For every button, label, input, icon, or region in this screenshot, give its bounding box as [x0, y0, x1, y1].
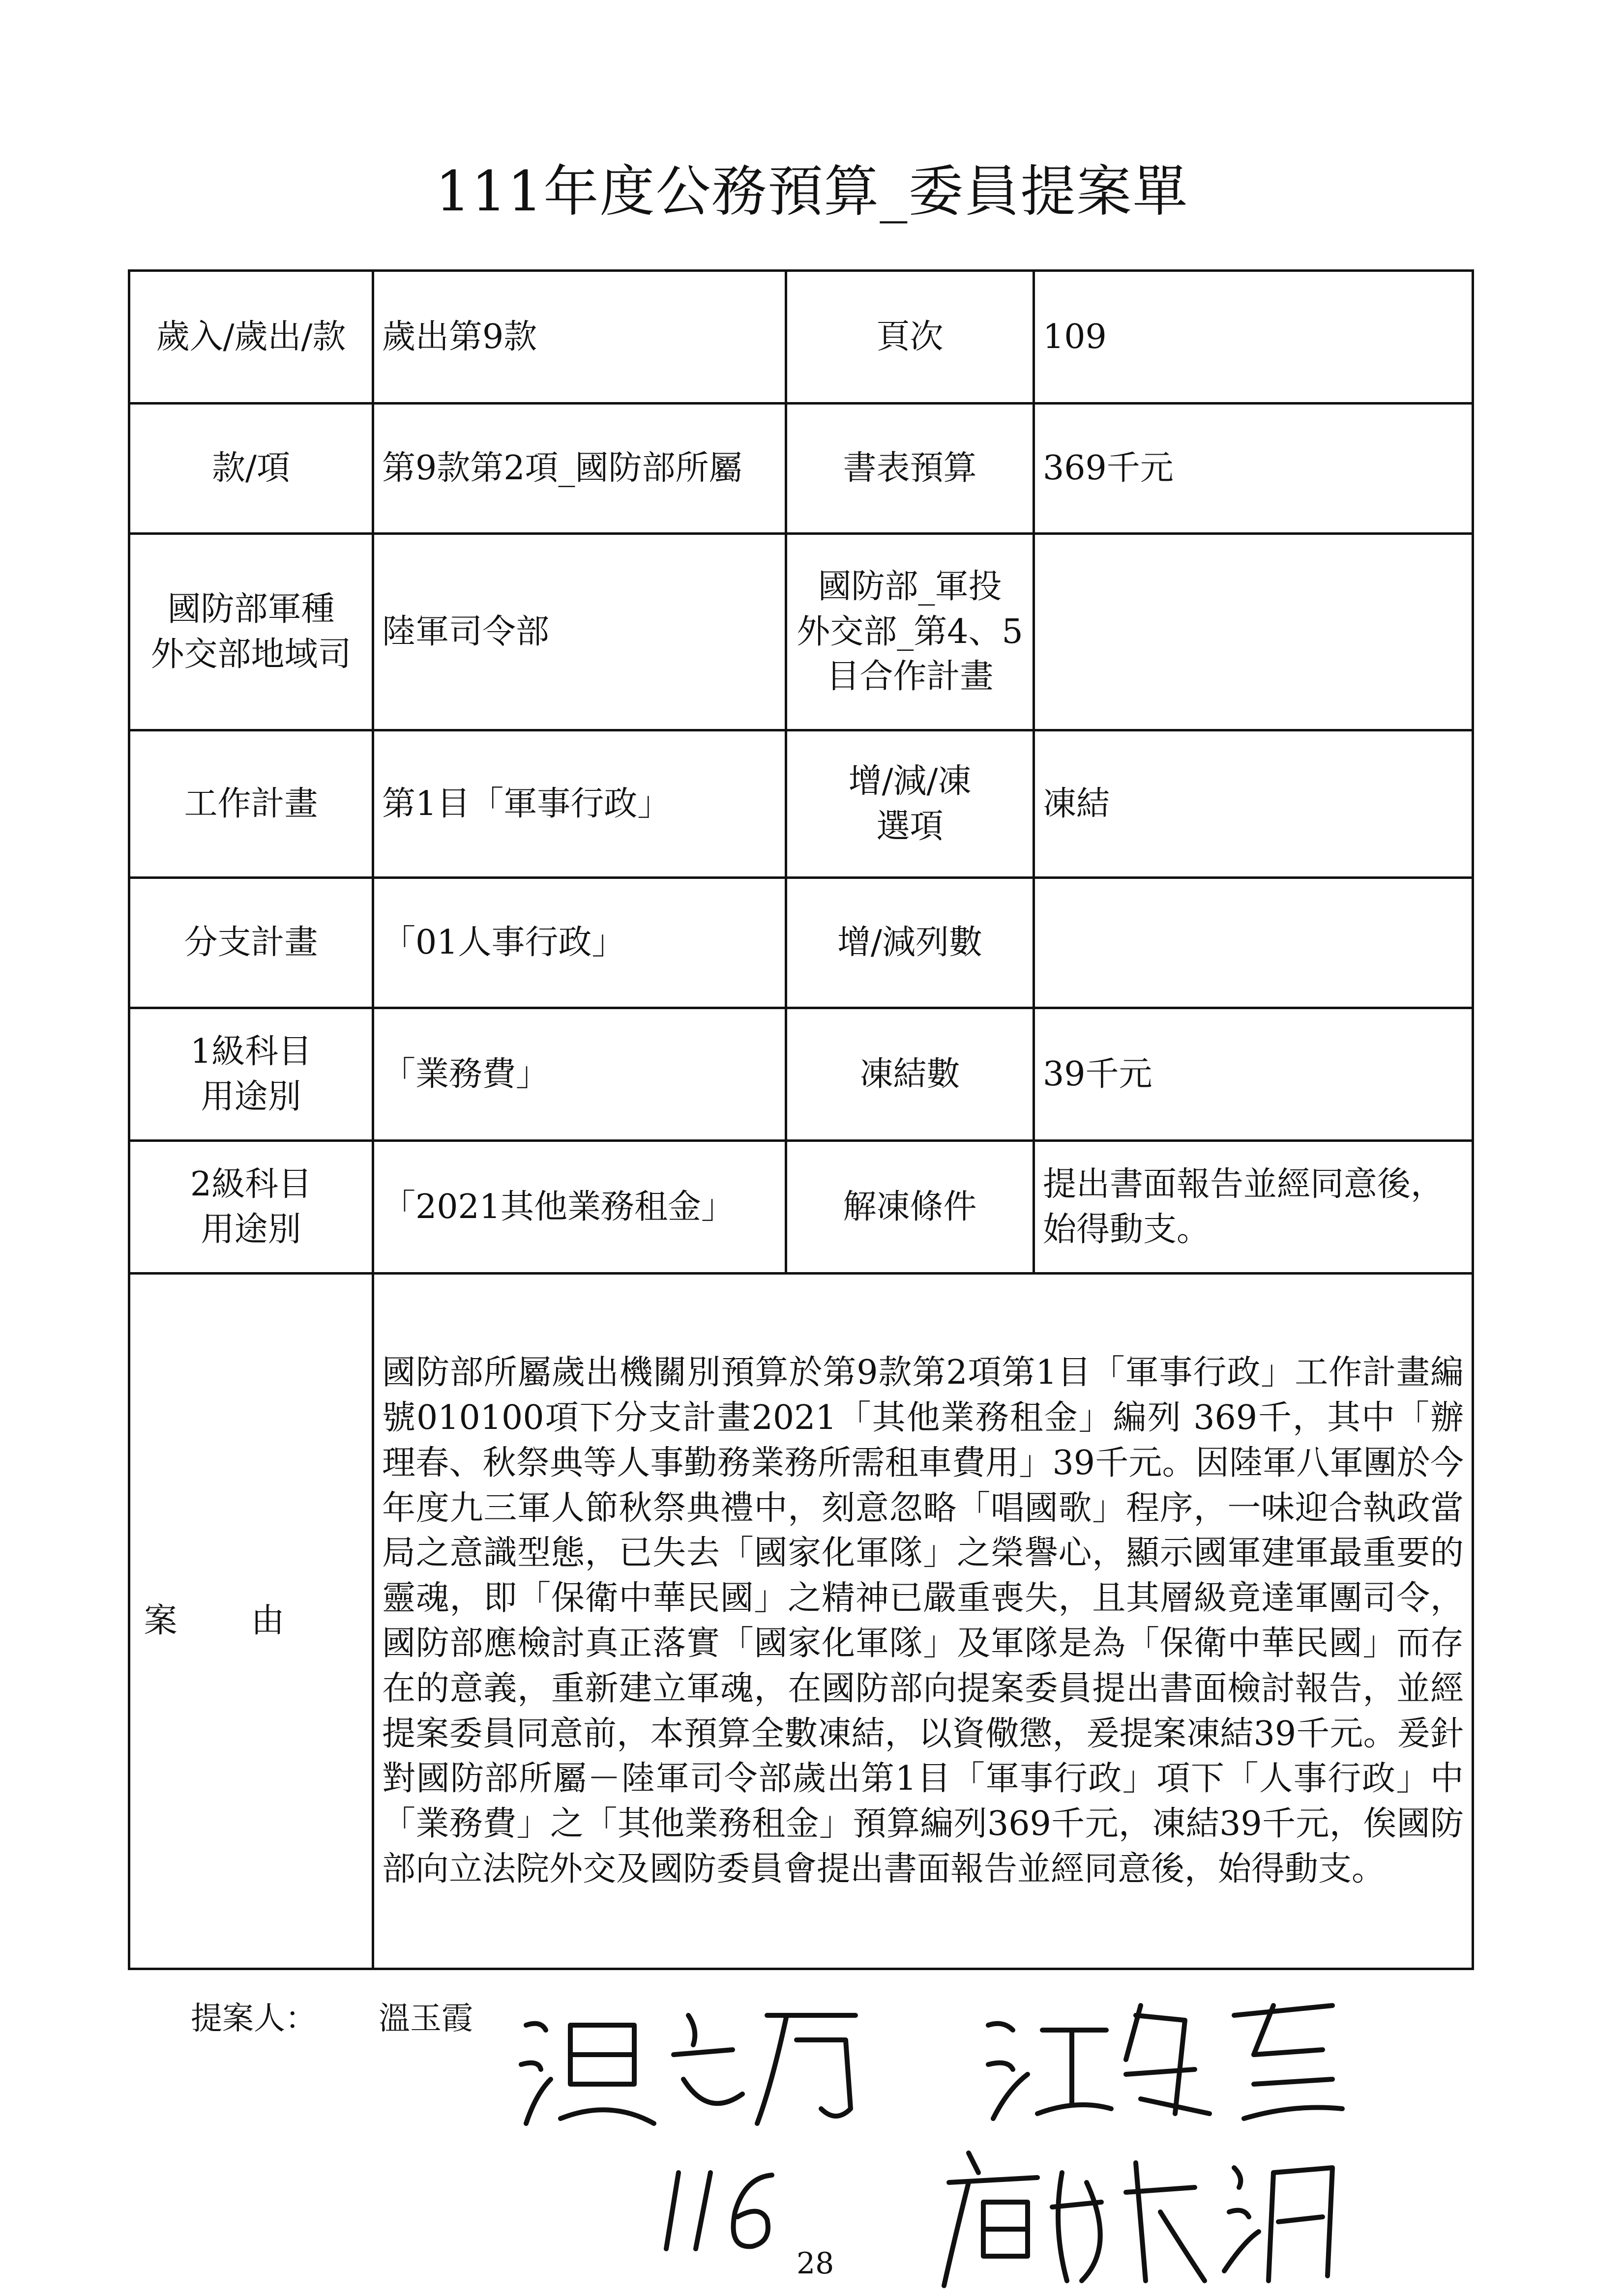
field-label: 增/減列數 — [786, 878, 1034, 1008]
field-label: 頁次 — [786, 271, 1034, 404]
field-label: 2級科目 用途別 — [129, 1141, 373, 1274]
signature-2 — [978, 1986, 1352, 2133]
reason-label: 案由 — [129, 1274, 373, 1969]
form-row — [129, 730, 1473, 878]
signature-1 — [511, 1996, 865, 2143]
field-label: 增/減/凍 選項 — [786, 730, 1034, 878]
field-value — [1034, 534, 1473, 730]
field-value: 歲出第9款 — [373, 271, 786, 404]
signature-3 — [939, 2133, 1342, 2296]
field-value: 第1目「軍事行政」 — [373, 730, 786, 878]
field-value — [1034, 878, 1473, 1008]
field-label: 1級科目 用途別 — [129, 1008, 373, 1141]
field-value: 第9款第2項_國防部所屬 — [373, 404, 786, 534]
page-title: 111年度公務預算_委員提案單 — [435, 160, 1189, 224]
field-value: 39千元 — [1034, 1008, 1473, 1141]
proposer-label: 提案人： — [191, 2001, 317, 2037]
proposal-form-table — [128, 269, 1474, 1970]
field-label: 款/項 — [129, 404, 373, 534]
field-value: 109 — [1034, 271, 1473, 404]
form-row — [129, 1141, 1473, 1274]
field-label: 分支計畫 — [129, 878, 373, 1008]
field-value: 陸軍司令部 — [373, 534, 786, 730]
form-row — [129, 534, 1473, 730]
form-row — [129, 271, 1473, 404]
field-value: 「01人事行政」 — [373, 878, 786, 1008]
field-value: 凍結 — [1034, 730, 1473, 878]
form-row — [129, 404, 1473, 534]
field-label: 解凍條件 — [786, 1141, 1034, 1274]
field-value: 「業務費」 — [373, 1008, 786, 1141]
proposer-name: 溫玉霞 — [379, 2001, 473, 2037]
reason-text: 國防部所屬歲出機關別預算於第9款第2項第1目「軍事行政」工作計畫編號010100項下分支計畫2021「其他業務租金」編列 369千，其中「辦理春、秋祭典等人事勤務業務所需租車費用」39千元。因陸軍八軍團於今年度九三軍人節秋祭典禮中，刻意忽略「唱國歌」程序，一味迎合執政當局之意識型態，已失去「國家化軍隊」之榮譽心，顯示國軍建軍最重要的靈魂，即「保衛中華民國」之精神已嚴重喪失，且其層級竟達軍團司令，國防部應檢討真正落實「國家化軍隊」及軍隊是為「保衛中華民國」而存在的意義，重新建立軍魂，在國防部向提案委員提出書面檢討報告，並經提案委員同意前，本預算全數凍結，以資儆懲，爰提案凍結39千元。爰針對國防部所屬－陸軍司令部歲出第1目「軍事行政」項下「人事行政」中「業務費」之「其他業務租金」預算編列369千元，凍結39千元，俟國防部向立法院外交及國防委員會提出書面報告並經同意後，始得動支。 — [373, 1274, 1473, 1969]
field-value: 提出書面報告並經同意後， 始得動支。 — [1034, 1141, 1473, 1274]
field-label: 書表預算 — [786, 404, 1034, 534]
reason-row — [129, 1274, 1473, 1969]
field-label: 國防部軍種 外交部地域司 — [129, 534, 373, 730]
form-row — [129, 878, 1473, 1008]
field-value: 369千元 — [1034, 404, 1473, 534]
page-number: 28 — [797, 2246, 834, 2281]
field-label: 歲入/歲出/款 — [129, 271, 373, 404]
field-label: 凍結數 — [786, 1008, 1034, 1141]
field-label: 工作計畫 — [129, 730, 373, 878]
field-label: 國防部_軍投 外交部_第4、5 目合作計畫 — [786, 534, 1034, 730]
handwritten-number — [656, 2163, 784, 2256]
field-value: 「2021其他業務租金」 — [373, 1141, 786, 1274]
form-row — [129, 1008, 1473, 1141]
